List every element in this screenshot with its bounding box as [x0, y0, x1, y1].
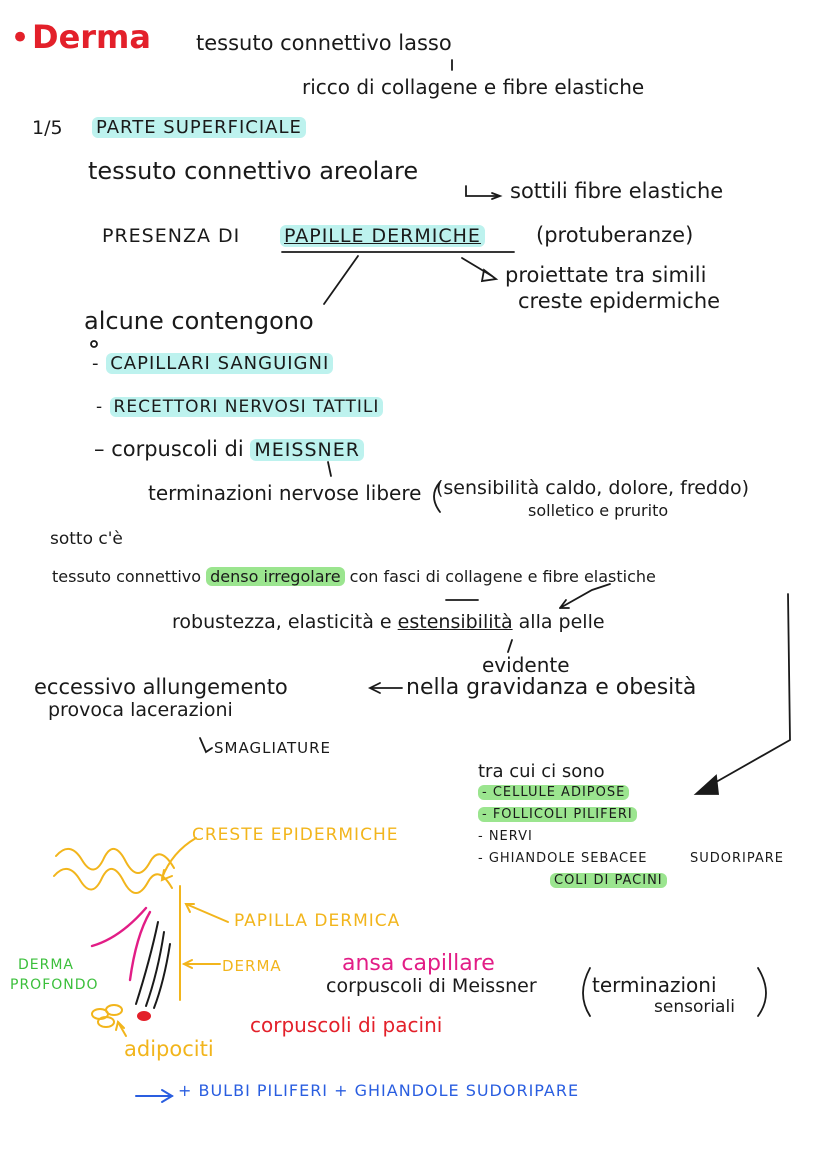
intro-line1: tessuto connettivo lasso	[196, 31, 452, 55]
smagliature-text: SMAGLIATURE	[214, 739, 332, 757]
list-item-recettori: - RECETTORI NERVOSI TATTILI	[96, 398, 383, 417]
protuberanze-text: (protuberanze)	[536, 223, 694, 247]
papille-dermiche	[280, 226, 485, 247]
tessuto-prefix: tessuto connettivo	[52, 567, 202, 586]
sudoripare-text: SUDORIPARE	[690, 851, 785, 866]
smagliature-arrow	[200, 738, 212, 752]
fraction: 1/5	[32, 117, 63, 139]
creste-arrow-head	[162, 870, 172, 880]
papille-to-proiettate	[462, 258, 492, 276]
papille-dermiche-text: PAPILLE DERMICHE	[280, 225, 485, 247]
proiettate-line2: creste epidermiche	[518, 289, 721, 313]
proiettate-arrow-head	[482, 270, 496, 281]
cellule-text: - CELLULE ADIPOSE	[478, 785, 629, 800]
derma-profondo-label-2: PROFONDO	[10, 977, 99, 993]
terminazioni-sensoriali-1: terminazioni	[592, 973, 717, 997]
papilla-arrow-head	[186, 904, 194, 912]
papilla-arrow	[186, 904, 228, 922]
robustezza-text: robustezza, elasticità e	[172, 611, 392, 633]
title-bullet: •	[10, 18, 31, 58]
proiettate-line1: proiettate tra simili	[505, 263, 707, 287]
corpuscoli-pacini-label: corpuscoli di pacini	[250, 1013, 443, 1037]
creste-wave-1	[56, 849, 174, 873]
list-nervi: - NERVI	[478, 829, 533, 844]
adipocita-1	[92, 1009, 108, 1019]
bullet-circle	[91, 341, 97, 347]
derma-profondo-label-1: DERMA	[18, 957, 75, 973]
meissner-connector	[328, 462, 331, 476]
sotto-text: sotto c'è	[50, 529, 123, 549]
list-item-corpuscoli: – corpuscoli di MEISSNER	[94, 438, 364, 461]
list-follicoli	[478, 808, 637, 822]
gravidanza-arrow-head	[370, 683, 380, 693]
terminazioni-paren-left	[583, 968, 590, 1016]
adipociti-label: adipociti	[124, 1037, 214, 1061]
corpuscoli-meissner-label: corpuscoli di Meissner	[326, 975, 537, 997]
meissner-text: MEISSNER	[250, 439, 364, 461]
terminazioni-sensoriali-2: sensoriali	[654, 997, 735, 1017]
corpuscoli-prefix: corpuscoli di	[111, 437, 244, 461]
tessuto-denso-line	[52, 568, 656, 586]
pacini-dot	[137, 1011, 151, 1021]
ansa-capillare-line	[130, 912, 150, 980]
evidente-connector	[508, 640, 512, 652]
fibre-arrow	[466, 186, 498, 196]
fibre-arrow-head	[492, 193, 500, 199]
creste-wave-2	[54, 869, 172, 893]
ansa-capillare-line-2	[92, 908, 146, 946]
list-cellule	[478, 786, 629, 800]
areolare-text: tessuto connettivo areolare	[88, 157, 419, 185]
section-heading	[92, 118, 306, 138]
evidente-text: evidente	[482, 653, 570, 677]
terminazioni-text: terminazioni nervose libere	[148, 481, 422, 505]
denso-irregolare: denso irregolare	[206, 567, 344, 586]
page-title: Derma	[32, 18, 151, 56]
list-arrow	[702, 594, 790, 790]
collagene-arrow	[560, 584, 610, 608]
follicoli-text: - FOLLICOLI PILIFERI	[478, 807, 637, 822]
provoca-text: provoca lacerazioni	[48, 699, 233, 721]
eccessivo-text: eccessivo allungemento	[34, 675, 288, 699]
ansa-label: ansa capillare	[342, 951, 495, 976]
sensibilita-text: (sensibilità caldo, dolore, freddo)	[436, 477, 750, 499]
bulbi-arrow-head	[162, 1090, 172, 1102]
list-arrow-head	[696, 776, 718, 794]
adipociti-arrow-head	[116, 1022, 124, 1030]
intro-line2: ricco di collagene e fibre elastiche	[302, 75, 645, 99]
pacini-highlight: COLI DI PACINI	[550, 873, 667, 888]
creste-label: CRESTE EPIDERMICHE	[192, 825, 399, 845]
tra-cui-text: tra cui ci sono	[478, 761, 605, 782]
solletico-text: solletico e prurito	[528, 501, 669, 520]
terminazioni-paren-right	[758, 968, 766, 1016]
papille-to-alcune	[324, 256, 358, 304]
follicolo-line-1	[136, 922, 158, 1004]
alcune-text: alcune contengono	[84, 307, 314, 335]
estensibilita-text: estensibilità	[397, 611, 513, 633]
bulbi-label: + BULBI PILIFERI + GHIANDOLE SUDORIPARE	[178, 1081, 580, 1100]
presenza-text: PRESENZA DI	[102, 225, 241, 247]
capillari-text: CAPILLARI SANGUIGNI	[106, 353, 333, 374]
papilla-label: PAPILLA DERMICA	[234, 911, 401, 931]
pacini-text	[550, 874, 667, 888]
fibre-text: sottili fibre elastiche	[510, 179, 724, 203]
follicolo-line-2	[146, 932, 164, 1006]
recettori-text: RECETTORI NERVOSI TATTILI	[110, 397, 384, 417]
tessuto-suffix: con fasci di collagene e fibre elastiche	[349, 567, 656, 586]
derma-label: DERMA	[222, 957, 282, 975]
derma-arrow-head	[184, 960, 192, 968]
robustezza-line	[172, 612, 605, 633]
section-heading-text: PARTE SUPERFICIALE	[92, 117, 306, 138]
adipociti-arrow	[118, 1022, 126, 1036]
adipocita-2	[106, 1005, 122, 1015]
collagene-arrow-head	[560, 600, 569, 608]
list-ghiandole: - GHIANDOLE SEBACEE	[478, 851, 648, 866]
list-item-capillari: - CAPILLARI SANGUIGNI	[92, 354, 333, 374]
alla-pelle-text: alla pelle	[518, 611, 605, 633]
follicolo-line-3	[154, 944, 170, 1008]
adipocita-3	[98, 1017, 114, 1027]
creste-arrow	[162, 838, 196, 878]
gravidanza-text: nella gravidanza e obesità	[406, 675, 697, 700]
